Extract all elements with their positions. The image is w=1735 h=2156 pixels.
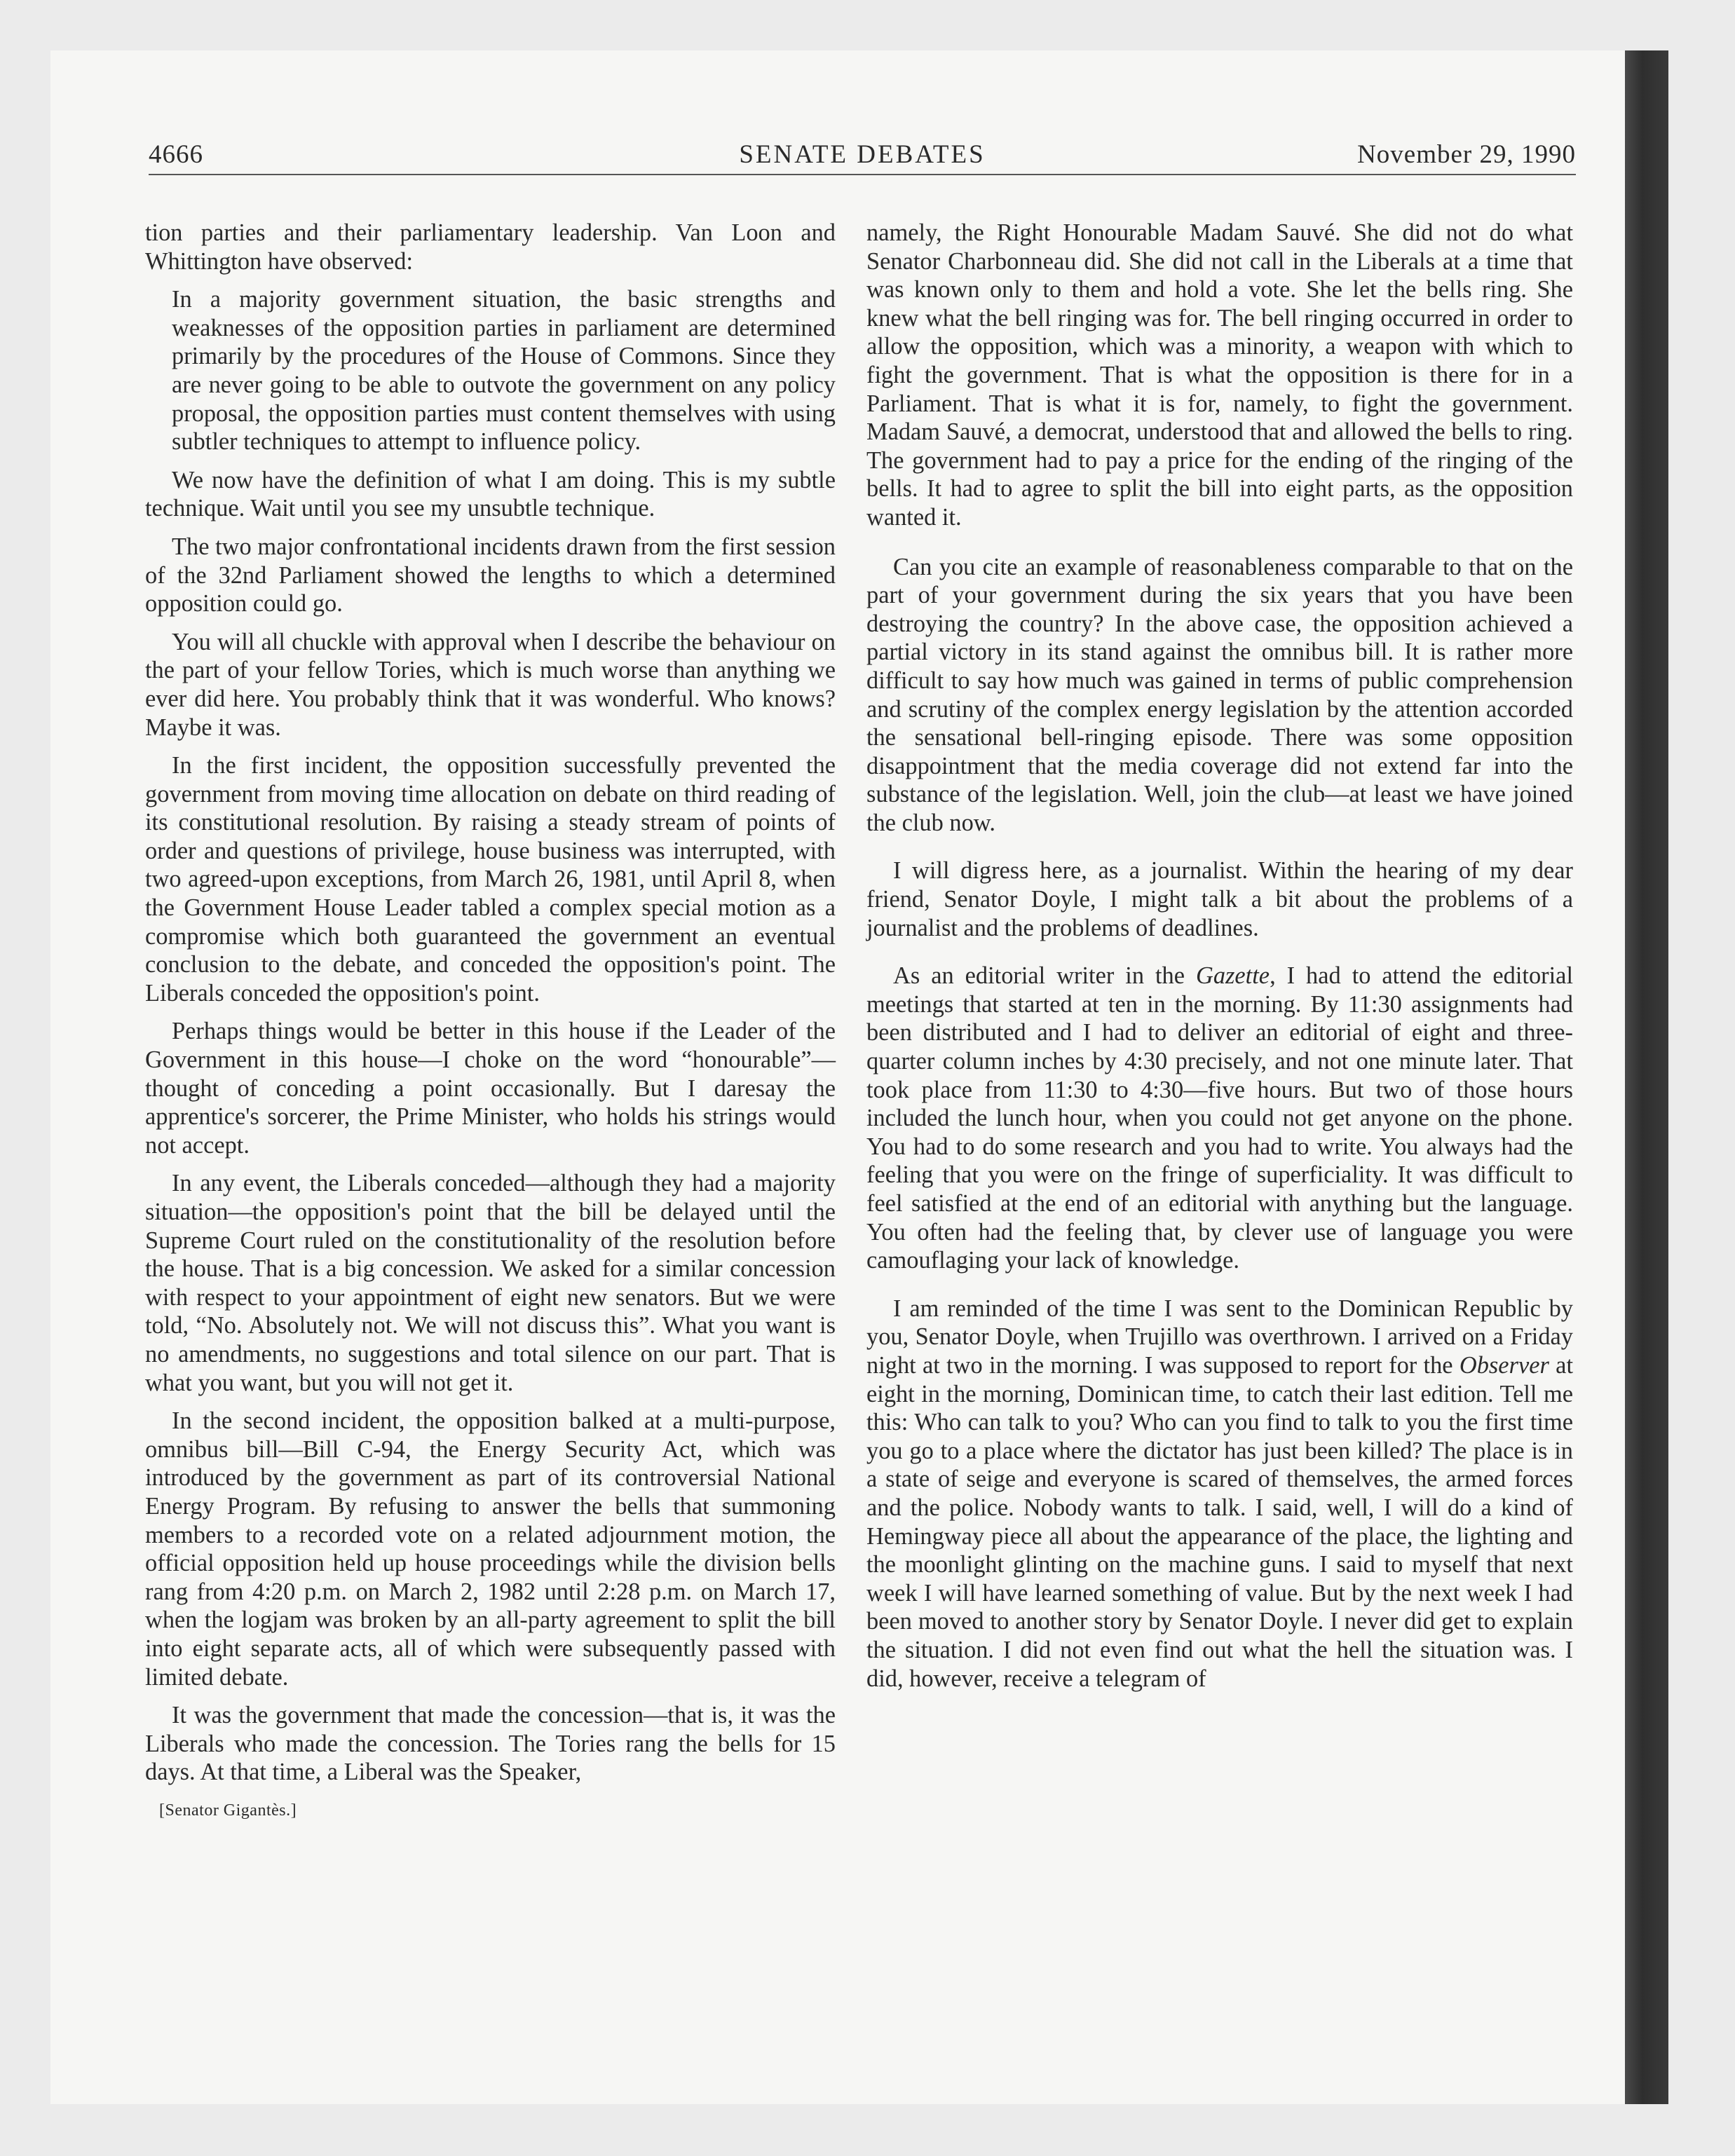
page-header [149,137,1576,175]
paragraph: In the second incident, the opposition balked at a multi-purpose, omnibus bill—Bill C-94, the Energy Security Act, which was introduced by the government as part of its controversial National Energy Program. By refusing to answer the bells that summoning members to a recorded vote on a related adjournment motion, the official opposition held up house proceedings while the division bells rang from 4:20 p.m. on March 2, 1982 until 2:28 p.m. on March 17, when the logjam was broken by an all-party agreement to split the bill into eight separate acts, all of which were subsequently passed with limited debate. [145,1407,836,1691]
paragraph: namely, the Right Honourable Madam Sauvé. She did not do what Senator Charbonneau did. She did not call in the Liberals at a time that was known only to them and hold a vote. She let the bells ring. She knew what the bell ringing was for. The bell ringing occurred in order to allow the opposition, which was a minority, a weapon with which to fight the government. That is what the opposition is there for in a Parliament. That is what it is for, namely, to fight the government. Madam Sauvé, a democrat, understood that and allowed the bells to ring. The government had to pay a price for the ending of the ringing of the bells. It had to agree to split the bill into eight parts, as the opposition wanted it. [866,219,1573,531]
binding-edge [1625,50,1668,2104]
paragraph: tion parties and their parliamentary leadership. Van Loon and Whittington have observed: [145,219,836,275]
publication-name: Gazette [1196,962,1270,990]
publication-name: Observer [1459,1351,1549,1379]
paragraph: Perhaps things would be better in this house if the Leader of the Government in this house—I choke on the word “honourable”—thought of conceding a point occasionally. But I daresay the apprentice's sorcerer, the Prime Minister, who holds his strings would not accept. [145,1018,836,1159]
paragraph: I will digress here, as a journalist. Within the hearing of my dear friend, Senator Doyle, I might talk a bit about the problems of a journalist and the problems of deadlines. [866,857,1573,941]
page-number: 4666 [149,140,203,169]
speaker-attribution: [Senator Gigantès.] [159,1801,297,1820]
right-column [866,219,1573,1712]
paragraph: In the first incident, the opposition successfully prevented the government from moving time allocation on debate on third reading of its constitutional resolution. By raising a steady stream of points of order and questions of privilege, house business was interrupted, with two agreed-upon exceptions, from March 26, 1981, until April 8, when the Government House Leader tabled a complex special motion as a compromise which both guaranteed the government an eventual conclusion to the debate, and conceded the opposition's point. The Liberals conceded the opposition's point. [145,752,836,1007]
left-column [145,219,836,1824]
publication-title: SENATE DEBATES [739,140,986,169]
paragraph [866,962,1573,1275]
text-run: , I had to attend the editorial meetings that started at ten in the morning. By 11:30 assignments had been distributed and I had to deliver an editorial of eight and three-quarter column inches by 4:30 precisely, and not one minute later. That took place from 11:30 to 4:30—five hours. But two of those hours included the lunch hour, when you could not get anyone on the phone. You had to do some research and you had to write. You always had the feeling that you were on the fringe of superficiality. It was difficult to feel satisfied at the end of an editorial with anything but the language. You often had the feeling that, by clever use of language you were camouflaging your lack of knowledge. [866,962,1573,1274]
paragraph: The two major confrontational incidents drawn from the first session of the 32nd Parliament showed the lengths to which a determined opposition could go. [145,533,836,618]
text-run: As an editorial writer in the [893,962,1196,990]
block-quote: In a majority government situation, the basic strengths and weaknesses of the opposition parties in parliament are determined primarily by the procedures of the House of Commons. Since they are never going to be able to outvote the government on any policy proposal, the opposition parties must content themselves with using subtler techniques to attempt to influence policy. [172,286,836,456]
paragraph: We now have the definition of what I am doing. This is my subtle technique. Wait until you see my unsubtle technique. [145,466,836,522]
paragraph [866,1295,1573,1693]
paragraph: In any event, the Liberals conceded—although they had a majority situation—the opposition's point that the bill be delayed until the Supreme Court ruled on the constitutionality of the resolution before the house. That is a big concession. We asked for a similar concession with respect to your appointment of eight new senators. But we were told, “No. Absolutely not. We will not discuss this”. What you want is no amendments, no suggestions and total silence on our part. That is what you want, but you will not get it. [145,1170,836,1396]
paragraph: You will all chuckle with approval when I describe the behaviour on the part of your fellow Tories, which is much worse than anything we ever did here. You probably think that it was wonderful. Who knows? Maybe it was. [145,628,836,741]
paragraph: It was the government that made the concession—that is, it was the Liberals who made the concession. The Tories rang the bells for 15 days. At that time, a Liberal was the Speaker, [145,1702,836,1786]
text-run: I am reminded of the time I was sent to the Dominican Republic by you, Senator Doyle, when Trujillo was overthrown. I arrived on a Friday night at two in the morning. I was supposed to report for the [866,1295,1573,1379]
publication-date: November 29, 1990 [1357,140,1576,169]
paragraph: Can you cite an example of reasonableness comparable to that on the part of your government during the six years that you have been destroying the country? In the above case, the opposition achieved a partial victory in its stand against the omnibus bill. It is rather more difficult to say how much was gained in terms of public comprehension and scrutiny of the complex energy legislation by the attention accorded the sensational bell-ringing episode. There was some opposition disappointment that the media coverage did not extend far into the substance of the legislation. Well, join the club—at least we have joined the club now. [866,553,1573,836]
text-run: at eight in the morning, Dominican time, to catch their last edition. Tell me this: Who can talk to you? Who can you find to talk to you the first time you go to a place where the dictator has just been killed? The place is in a state of seige and everyone is scared of themselves, the armed forces and the police. Nobody wants to talk. I said, well, I will do a kind of Hemingway piece all about the appearance of the place, the lighting and the moonlight glinting on the machine guns. I said to myself that next week I will have learned something of value. But by the next week I had been moved to another story by Senator Doyle. I never did get to explain the situation. I did not even find out what the hell the situation was. I did, however, receive a telegram of [866,1351,1573,1692]
